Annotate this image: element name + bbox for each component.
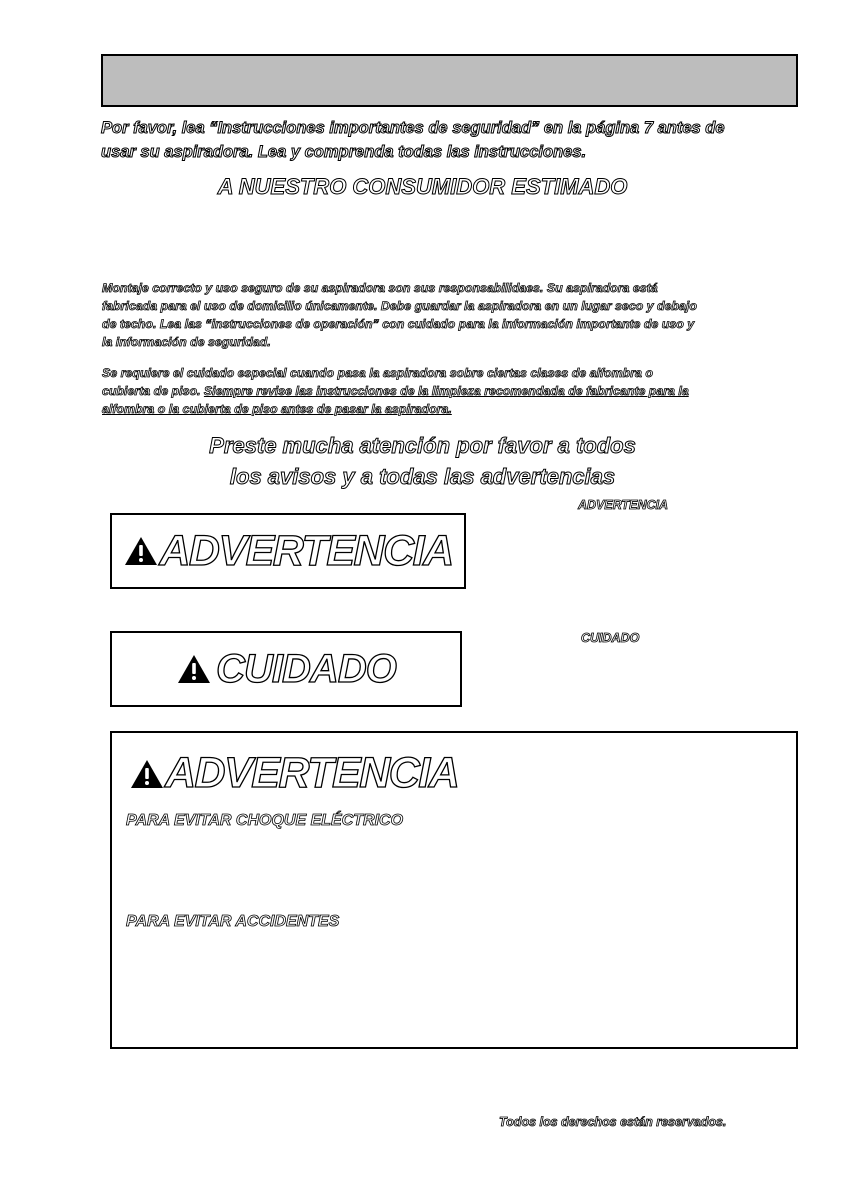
care-line-3: [102, 400, 792, 418]
attention-heading: [0, 430, 845, 492]
attention-line-1: Preste mucha atención por favor a todos: [209, 433, 636, 458]
care-line-2-plain: cubierta de piso.: [102, 384, 204, 398]
warning-signal-label: ADVERTENCIA: [159, 526, 453, 575]
responsibility-line-4: la información de seguridad.: [102, 335, 271, 349]
intro-text: [101, 116, 791, 164]
warning-triangle-icon: [123, 535, 159, 567]
care-line-2: [102, 382, 792, 400]
warning-side-label: ADVERTENCIA: [578, 498, 669, 512]
warning-triangle-icon: [129, 758, 165, 790]
main-warning-header: [129, 749, 458, 798]
main-warning-box: [110, 731, 798, 1049]
caution-signal-box: [110, 631, 462, 707]
main-warning-label: ADVERTENCIA: [165, 749, 459, 797]
caution-side-label: CUIDADO: [581, 631, 640, 645]
attention-line-2: los avisos y a todas las advertencias: [229, 464, 616, 489]
rights-notice: Todos los derechos están reservados.: [499, 1115, 727, 1129]
care-line-1: Se requiere el cuidado especial cuando pasa la aspiradora sobre ciertas clases de alfombra o: [102, 366, 653, 380]
consumer-heading: A NUESTRO CONSUMIDOR ESTIMADO: [217, 174, 628, 199]
responsibility-line-1: Montaje correcto y uso seguro de su aspiradora son sus responsabilidaes. Su aspiradora está: [102, 281, 658, 295]
intro-line-2: usar su aspiradora. Lea y comprenda todas las instrucciones.: [101, 143, 587, 161]
care-line-2-underlined: Siempre revise las instrucciones de la limpieza recomendada de fabricante para la: [203, 384, 689, 398]
responsibility-line-2: fabricada para el uso de domicilio únicamente. Debe guardar la aspiradora en un lugar seco y debajo: [102, 299, 697, 313]
caution-signal-label: CUIDADO: [216, 646, 396, 691]
responsibility-paragraph: [102, 279, 792, 351]
care-paragraph: [102, 364, 792, 418]
title-bar: [101, 54, 798, 107]
care-line-3-underlined: alfombra o la cubierta de piso antes de pasar la aspiradora.: [102, 402, 452, 416]
responsibility-line-3: de techo. Lea las “instrucciones de operación” con cuidado para la información importante de uso y: [102, 317, 695, 331]
shock-heading: PARA EVITAR CHOQUE ELÉCTRICO: [126, 812, 404, 829]
accident-heading: PARA EVITAR ACCIDENTES: [126, 913, 340, 930]
warning-signal-box: [110, 513, 466, 589]
intro-line-1: Por favor, lea “Instrucciones importantes de seguridad” en la página 7 antes de: [101, 119, 725, 137]
warning-triangle-icon: [176, 653, 212, 685]
